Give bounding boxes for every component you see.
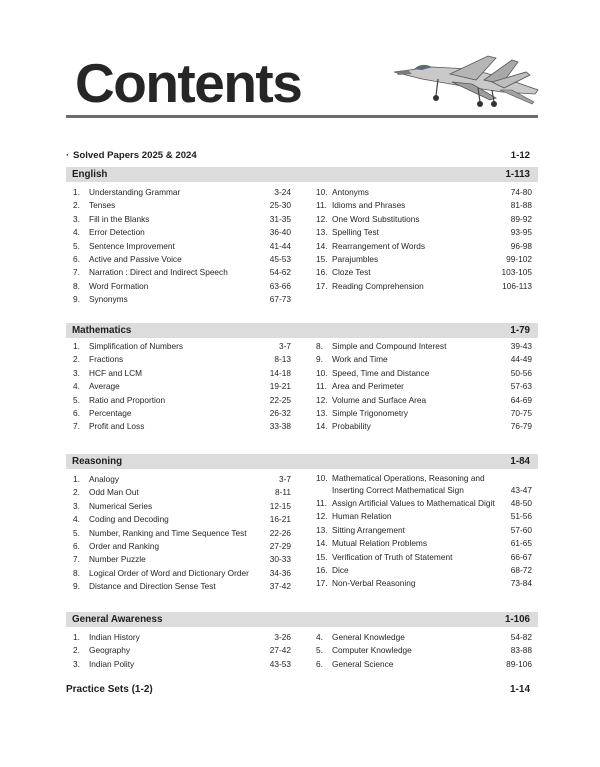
toc-item: 7. Narration : Direct and Indirect Speech 54-62	[73, 267, 291, 278]
section-english	[66, 167, 538, 305]
practice-sets-row	[66, 684, 538, 700]
toc-item: 17. Non-Verbal Reasoning 73-84	[316, 578, 532, 589]
toc-item: 17. Reading Comprehension 106-113	[316, 280, 532, 291]
toc-item: 2. Tenses 25-30	[73, 200, 291, 211]
section-reasoning	[66, 454, 538, 592]
toc-item: 8. Simple and Compound Interest 39-43	[316, 341, 532, 351]
toc-item: 14. Rearrangement of Words 96-98	[316, 240, 532, 251]
toc-item: 16. Dice 68-72	[316, 564, 532, 575]
section-pages: 1-84	[510, 456, 530, 467]
title-underline	[66, 115, 538, 118]
toc-item: 7. Profit and Loss 33-38	[73, 421, 291, 432]
solved-papers-row	[66, 150, 538, 166]
section-title: Reasoning	[72, 456, 123, 467]
toc-item: 15. Verification of Truth of Statement 66-67	[316, 551, 532, 562]
toc-item: 16. Cloze Test 103-105	[316, 267, 532, 278]
toc-item: 1. Indian History 3-26	[73, 632, 291, 642]
fighter-jet-illustration	[392, 52, 540, 114]
toc-item: 12. Volume and Surface Area 64-69	[316, 394, 532, 405]
section-pages: 1-106	[504, 614, 530, 625]
toc-item: 6. Percentage 26-32	[73, 407, 291, 418]
toc-item: 13. Spelling Test 93-95	[316, 227, 532, 238]
toc-item: 8. Logical Order of Word and Dictionary Order 34-36	[73, 567, 291, 578]
toc-item: 3. Fill in the Blanks 31-35	[73, 213, 291, 224]
toc-item: 15. Parajumbles 99-102	[316, 253, 532, 264]
toc-item: 1. Simplification of Numbers 3-7	[73, 341, 291, 351]
toc-item: 11. Area and Perimeter 57-63	[316, 381, 532, 392]
toc-item: 7. Number Puzzle 30-33	[73, 554, 291, 565]
toc-item: 6. General Science 89-106	[316, 658, 532, 669]
toc-item: 12. Human Relation 51-56	[316, 511, 532, 522]
solved-papers-pages: 1-12	[510, 150, 530, 161]
toc-item: 4. Error Detection 36-40	[73, 227, 291, 238]
toc-item: 1. Understanding Grammar 3-24	[73, 187, 291, 197]
toc-item: 4. Average 19-21	[73, 381, 291, 392]
section-header	[66, 323, 538, 338]
toc-item: 4. General Knowledge 54-82	[316, 632, 532, 642]
toc-item: 9. Distance and Direction Sense Test 37-42	[73, 581, 291, 592]
section-title: General Awareness	[72, 614, 163, 625]
toc-item: 2. Geography 27-42	[73, 645, 291, 656]
toc-item: 3. Indian Polity 43-53	[73, 658, 291, 669]
toc-item: 11. Idioms and Phrases 81-88	[316, 200, 532, 211]
toc-item: 14. Mutual Relation Problems 61-65	[316, 538, 532, 549]
toc-item: 9. Work and Time 44-49	[316, 354, 532, 365]
toc-item: 5. Sentence Improvement 41-44	[73, 240, 291, 251]
section-header	[66, 454, 538, 469]
toc-item: 11. Assign Artificial Values to Mathematical Digit 48-50	[316, 498, 532, 508]
practice-sets-label: Practice Sets (1-2)	[66, 684, 153, 695]
toc-item: 10. Speed, Time and Distance 50-56	[316, 367, 532, 378]
toc-item: 1. Analogy 3-7	[73, 474, 291, 484]
toc-item: 13. Simple Trigonometry 70-75	[316, 407, 532, 418]
toc-item: 5. Computer Knowledge 83-88	[316, 645, 532, 656]
toc-item: 4. Coding and Decoding 16-21	[73, 514, 291, 525]
toc-item: 10. Antonyms 74-80	[316, 187, 532, 197]
practice-sets-pages: 1-14	[509, 684, 530, 695]
section-pages: 1-113	[505, 169, 530, 180]
section-title: Mathematics	[72, 325, 132, 336]
section-general-awareness	[66, 612, 538, 669]
section-header	[66, 167, 538, 182]
toc-item: 9. Synonyms 67-73	[73, 294, 291, 305]
toc-item: 14. Probability 76-79	[316, 421, 532, 432]
section-mathematics	[66, 323, 538, 432]
page-title: Contents	[75, 52, 302, 114]
toc-item: 5. Number, Ranking and Time Sequence Test 22-26	[73, 527, 291, 538]
toc-item: 8. Word Formation 63-66	[73, 280, 291, 291]
toc-item: 10. Mathematical Operations, Reasoning and Inserting Correct Mathematical Sign 43-47	[316, 473, 532, 495]
toc-item: 13. Sitting Arrangement 57-60	[316, 524, 532, 535]
toc-item: 6. Order and Ranking 27-29	[73, 540, 291, 551]
toc-item: 2. Odd Man Out 8-11	[73, 487, 291, 498]
section-title: English	[72, 169, 108, 180]
solved-papers-label: Solved Papers 2025 & 2024	[73, 150, 197, 161]
section-pages: 1-79	[510, 325, 530, 336]
toc-item: 6. Active and Passive Voice 45-53	[73, 253, 291, 264]
toc-item: 3. Numerical Series 12-15	[73, 500, 291, 511]
toc-item: 12. One Word Substitutions 89-92	[316, 213, 532, 224]
toc-item: 2. Fractions 8-13	[73, 354, 291, 365]
bullet-icon: ·	[66, 150, 70, 161]
toc-item: 5. Ratio and Proportion 22-25	[73, 394, 291, 405]
section-header	[66, 612, 538, 627]
toc-item: 3. HCF and LCM 14-18	[73, 367, 291, 378]
